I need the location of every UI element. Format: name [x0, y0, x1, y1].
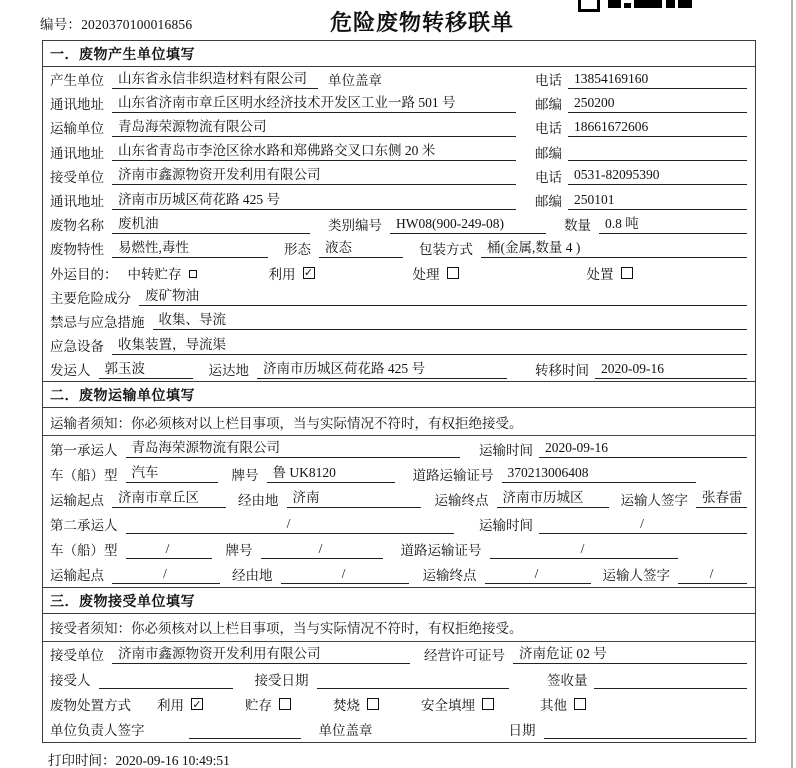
destination-value: 济南市历城区荷花路 425 号: [257, 360, 507, 379]
receiver-address-value: 济南市历城区荷花路 425 号: [112, 191, 516, 210]
section1-header: 一．废物产生单位填写: [43, 41, 755, 67]
responsible-sign-label: 单位负责人签字: [50, 723, 145, 739]
unit-seal2-label: 单位盖章: [318, 723, 373, 739]
disposal-landfill: [421, 694, 494, 714]
row-route-1: [43, 486, 755, 511]
carrier-sign-value: 张春雷: [696, 489, 747, 508]
waste-name-value: 废机油: [112, 215, 310, 234]
form-state-value: 液态: [319, 239, 403, 258]
hazard-component-value: 废矿物油: [139, 287, 747, 306]
road-permit2-value: /: [490, 540, 678, 559]
vehicle-type2-value: /: [126, 540, 212, 559]
consignor-value: 郭玉波: [99, 360, 193, 379]
disposal-utilize: [157, 694, 203, 714]
origin-value: 济南市章丘区: [112, 489, 226, 508]
checkbox-label: 贮存: [245, 698, 272, 714]
unit-seal-label: 单位盖章: [328, 73, 382, 89]
row-hazard-component: [43, 285, 755, 309]
doc-number: [40, 13, 192, 33]
accept-person-label: 接受人: [50, 673, 91, 689]
receiver-zip-label: 邮编: [535, 194, 562, 210]
transporter-notice: 运输者须知：你必须核对以上栏目事项，当与实际情况不符时，有权拒绝接受。: [43, 408, 755, 436]
checkbox: [574, 698, 586, 710]
accept-date-label: 接受日期: [254, 673, 309, 689]
transport-address-label: 通讯地址: [50, 145, 104, 161]
destination-label: 运达地: [208, 363, 249, 379]
row-vehicle-type-2: [43, 537, 755, 562]
row-route-2: [43, 562, 755, 587]
doc-number-label: 编号：: [40, 17, 82, 32]
license-number-label: 经营许可证号: [424, 648, 505, 664]
second-carrier-label: 第二承运人: [50, 518, 118, 534]
row-producer-unit: [43, 67, 755, 91]
row-accept-unit: [43, 642, 755, 667]
producer-unit-label: 产生单位: [50, 73, 104, 89]
transport-time-value: 2020-09-16: [539, 439, 747, 458]
qr-block: [578, 0, 600, 12]
qr-block: [678, 0, 692, 8]
checkbox: [367, 698, 379, 710]
plate-number-value: 鲁 UK8120: [267, 464, 395, 483]
quantity-label: 数量: [564, 218, 591, 234]
checkbox-label: 利用: [157, 698, 184, 714]
accept-unit-value: 济南市鑫源物资开发利用有限公司: [112, 645, 410, 664]
row-transport-address: [43, 140, 755, 164]
road-permit-label: 道路运输证号: [412, 467, 494, 483]
qr-code-fragment: [578, 0, 694, 9]
checkbox: [447, 267, 459, 279]
section3-header: 三．废物接受单位填写: [43, 587, 755, 614]
row-vehicle-type-1: [43, 461, 755, 486]
qr-block: [608, 0, 621, 8]
transport-phone-value: 18661672606: [568, 118, 747, 137]
checkbox-label: 安全填埋: [421, 698, 475, 714]
second-carrier-value: /: [126, 515, 454, 534]
receiver-address-label: 通讯地址: [50, 194, 104, 210]
row-outbound-purpose: [43, 261, 755, 285]
carrier-sign2-value: /: [678, 565, 747, 584]
qr-block: [624, 3, 631, 8]
via-label: 经由地: [238, 492, 279, 508]
transport-address-value: 山东省青岛市李沧区徐水路和郑佛路交叉口东侧 20 米: [112, 142, 516, 161]
transport-time2-label: 运输时间: [479, 518, 533, 534]
checkbox-label: 中转贮存: [127, 266, 182, 282]
category-code-value: HW08(900-249-08): [390, 215, 546, 234]
emergency-equipment-value: 收集装置，导流渠: [112, 336, 747, 355]
producer-phone-value: 13854169160: [568, 70, 747, 89]
checkbox: [482, 698, 494, 710]
transport-time2-value: /: [539, 515, 747, 534]
checkbox-label: 处置: [586, 266, 614, 282]
via-value: 济南: [287, 489, 421, 508]
transport-zip-label: 邮编: [535, 145, 562, 161]
origin-label: 运输起点: [50, 492, 104, 508]
first-carrier-label: 第一承运人: [50, 442, 118, 458]
outbound-purpose-label: 外运目的：: [50, 266, 118, 282]
transport-time-label: 运输时间: [479, 442, 533, 458]
accept-person-value: [99, 670, 233, 689]
date-label: 日期: [508, 723, 536, 739]
checkbox: ✓: [192, 697, 202, 711]
signed-quantity-value: [594, 670, 748, 689]
print-time-label: 打印时间：: [48, 753, 116, 768]
doc-title: 危险废物转移联单: [330, 10, 515, 35]
row-disposal-method: [43, 692, 755, 717]
qr-block: [634, 0, 662, 8]
packing-value: 桶(金属,数量 4 ): [481, 239, 747, 258]
producer-zip-value: 250200: [568, 94, 747, 113]
row-producer-address: [43, 91, 755, 115]
terminus2-value: /: [485, 565, 591, 584]
receiver-unit-value: 济南市鑫源物资开发利用有限公司: [112, 166, 516, 185]
waste-property-value: 易燃性,毒性: [112, 239, 268, 258]
purpose-treat: [413, 263, 459, 283]
producer-zip-label: 邮编: [535, 97, 562, 113]
plate-number2-label: 牌号: [225, 543, 253, 559]
print-time-value: 2020-09-16 10:49:51: [115, 753, 230, 768]
disposal-method-label: 废物处置方式: [50, 698, 131, 714]
consignor-label: 发运人: [50, 363, 91, 379]
row-first-carrier: [43, 436, 755, 461]
accept-unit-label: 接受单位: [50, 648, 104, 664]
checkbox: [189, 270, 197, 278]
first-carrier-value: 青岛海荣源物流有限公司: [126, 439, 460, 458]
transfer-date-label: 转移时间: [535, 363, 589, 379]
category-code-label: 类别编号: [328, 218, 382, 234]
vehicle-type-value: 汽车: [126, 464, 218, 483]
doc-number-value: 2020370100016856: [81, 17, 193, 32]
date-value: [544, 720, 748, 739]
disposal-incinerate: [333, 694, 379, 714]
section2-header: 二．废物运输单位填写: [43, 381, 755, 408]
page-edge-line: [791, 0, 793, 768]
emergency-measures-label: 禁忌与应急措施: [50, 314, 145, 330]
row-transport-unit: [43, 115, 755, 139]
qr-block: [666, 0, 675, 8]
print-time: [48, 749, 230, 768]
emergency-equipment-label: 应急设备: [50, 339, 104, 355]
producer-unit-value: 山东省永信非织造材料有限公司: [112, 70, 318, 89]
receiver-phone-value: 0531-82095390: [568, 166, 747, 185]
signed-quantity-label: 签收量: [547, 673, 588, 689]
row-receiver-address: [43, 188, 755, 212]
row-receiver-unit: [43, 164, 755, 188]
carrier-sign2-label: 运输人签字: [602, 568, 670, 584]
hazard-component-label: 主要危险成分: [50, 290, 131, 306]
via2-value: /: [281, 565, 409, 584]
transport-unit-value: 青岛海荣源物流有限公司: [112, 118, 516, 137]
producer-phone-label: 电话: [535, 73, 562, 89]
packing-label: 包装方式: [419, 242, 473, 258]
receiver-zip-value: 250101: [568, 191, 747, 210]
road-permit2-label: 道路运输证号: [400, 543, 482, 559]
checkbox-label: 处理: [412, 266, 440, 282]
transfer-form-table: [42, 40, 756, 743]
via2-label: 经由地: [232, 568, 273, 584]
producer-address-label: 通讯地址: [50, 97, 104, 113]
row-accept-person: [43, 667, 755, 692]
producer-address-value: 山东省济南市章丘区明水经济技术开发区工业一路 501 号: [112, 94, 516, 113]
row-consignor: [43, 357, 755, 381]
row-second-carrier: [43, 512, 755, 537]
purpose-dispose: [587, 263, 633, 283]
checkbox: [621, 267, 633, 279]
license-number-value: 济南危证 02 号: [513, 645, 747, 664]
terminus-value: 济南市历城区: [497, 489, 609, 508]
row-waste-property: [43, 236, 755, 260]
emergency-measures-value: 收集、导流: [153, 311, 748, 330]
row-waste-name: [43, 212, 755, 236]
receiver-notice: 接受者须知：你必须核对以上栏目事项，当与实际情况不符时，有权拒绝接受。: [43, 614, 755, 642]
plate-number2-value: /: [261, 540, 383, 559]
plate-number-label: 牌号: [231, 467, 259, 483]
transport-phone-label: 电话: [535, 121, 562, 137]
accept-date-value: [317, 670, 509, 689]
vehicle-type-label: 车（船）型: [50, 467, 118, 483]
form-state-label: 形态: [284, 242, 311, 258]
row-responsible-sign: [43, 717, 755, 742]
quantity-value: 0.8 吨: [599, 215, 747, 234]
vehicle-type2-label: 车（船）型: [50, 543, 118, 559]
disposal-storage: [245, 694, 291, 714]
row-emergency-measures: [43, 309, 755, 333]
row-emergency-equipment: [43, 333, 755, 357]
responsible-sign-value: [189, 720, 301, 739]
receiver-unit-label: 接受单位: [50, 169, 104, 185]
checkbox: ✓: [303, 266, 314, 280]
checkbox-label: 其他: [540, 698, 567, 714]
transfer-date-value: 2020-09-16: [595, 360, 747, 379]
origin2-value: /: [112, 565, 220, 584]
checkbox: [279, 698, 291, 710]
terminus2-label: 运输终点: [422, 568, 477, 584]
waste-name-label: 废物名称: [50, 218, 104, 234]
disposal-other: [540, 694, 586, 714]
receiver-phone-label: 电话: [535, 169, 562, 185]
transport-zip-value: [568, 142, 747, 161]
purpose-utilize: [269, 263, 315, 283]
purpose-transfer-storage: [128, 263, 197, 283]
terminus-label: 运输终点: [434, 492, 489, 508]
checkbox-label: 利用: [268, 266, 296, 282]
checkbox-label: 焚烧: [333, 698, 360, 714]
origin2-label: 运输起点: [50, 568, 104, 584]
road-permit-value: 370213006408: [502, 464, 696, 483]
transport-unit-label: 运输单位: [50, 121, 104, 137]
waste-property-label: 废物特性: [50, 242, 104, 258]
carrier-sign-label: 运输人签字: [620, 492, 688, 508]
